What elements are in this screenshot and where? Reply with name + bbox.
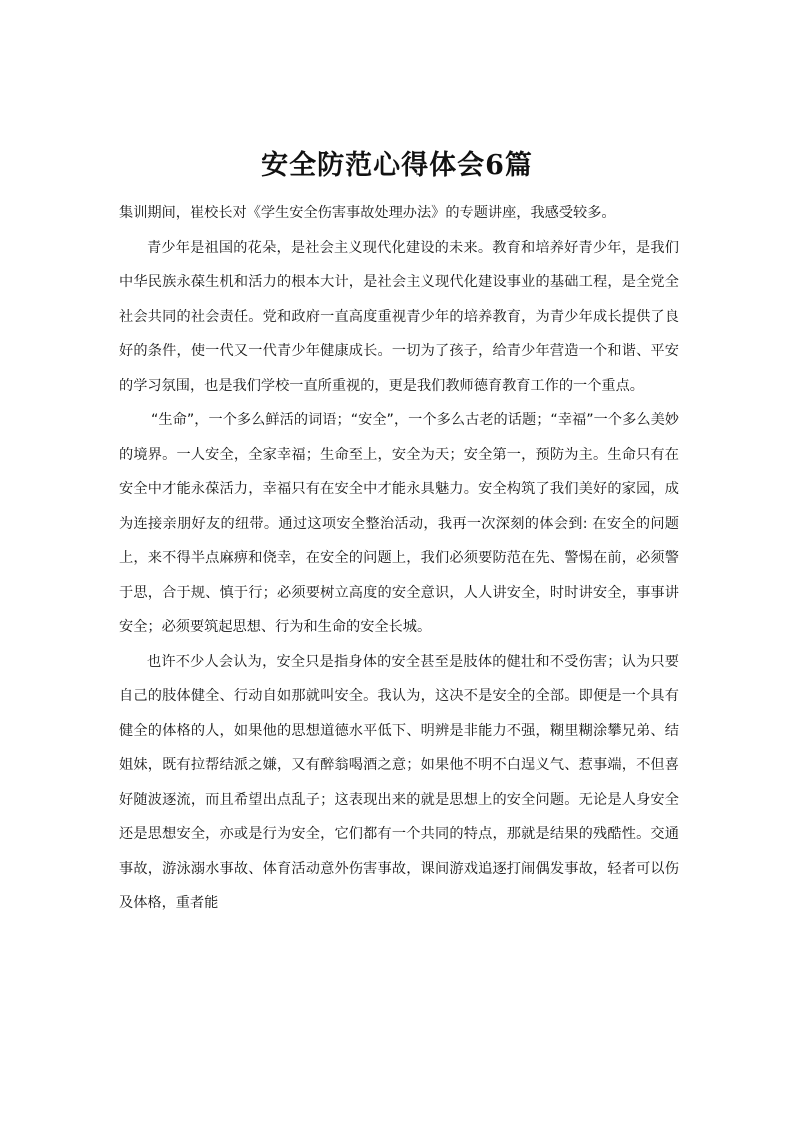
paragraph-2: 青少年是祖国的花朵，是社会主义现代化建设的未来。教育和培养好青少年，是我们中华民族永葆生机和活力的根本大计，是社会主义现代化建设事业的基础工程，是全党全社会共同的社会责任。党和政府一直高度重视青少年的培养教育，为青少年成长提供了良好的条件，使一代又一代青少年健康成长。一切为了孩子，给青少年营造一个和谐、平安的学习氛围，也是我们学校一直所重视的，更是我们教师德育教育工作的一个重点。: [119, 239, 679, 394]
paragraph-1: 集训期间，崔校长对《学生安全伤害事故处理办法》的专题讲座，我感受较多。: [119, 205, 616, 221]
document-title: 安全防范心得体会6篇: [261, 150, 533, 182]
paragraph-3: “生命”，一个多么鲜活的词语；“安全”，一个多么古老的话题；“幸福”一个多么美妙的境界。一人安全，全家幸福；生命至上，安全为天；安全第一，预防为主。生命只有在安全中才能永葆活力，幸福只有在安全中才能永具魅力。安全构筑了我们美好的家园，成为连接亲朋好友的纽带。通过这项安全整治活动，我再一次深刻的体会到: 在安全的问题上，来不得半点麻痹和侥幸，在安全的问题上，我们必须要防范在先、警惕在前，必须警于思，合于规、慎于行；必须要树立高度的安全意识，人人讲安全，时时讲安全，事事讲安全；必须要筑起思想、行为和生命的安全长城。: [119, 412, 679, 635]
paragraph-4: 也许不少人会认为，安全只是指身体的安全甚至是肢体的健壮和不受伤害；认为只要自己的肢体健全、行动自如那就叫安全。我认为，这决不是安全的全部。即便是一个具有健全的体格的人，如果他的思想道德水平低下、明辨是非能力不强，糊里糊涂攀兄弟、结姐妹，既有拉帮结派之嫌，又有醉翁喝酒之意；如果他不明不白逞义气、惹事端，不但喜好随波逐流，而且希望出点乱子；这表现出来的就是思想上的安全问题。无论是人身安全还是思想安全，亦或是行为安全，它们都有一个共同的特点，那就是结果的残酷性。交通事故，游泳溺水事故、体育活动意外伤害事故，课间游戏追逐打闹偶发事故，轻者可以伤及体格，重者能: [119, 653, 679, 911]
document-body: [119, 196, 679, 921]
